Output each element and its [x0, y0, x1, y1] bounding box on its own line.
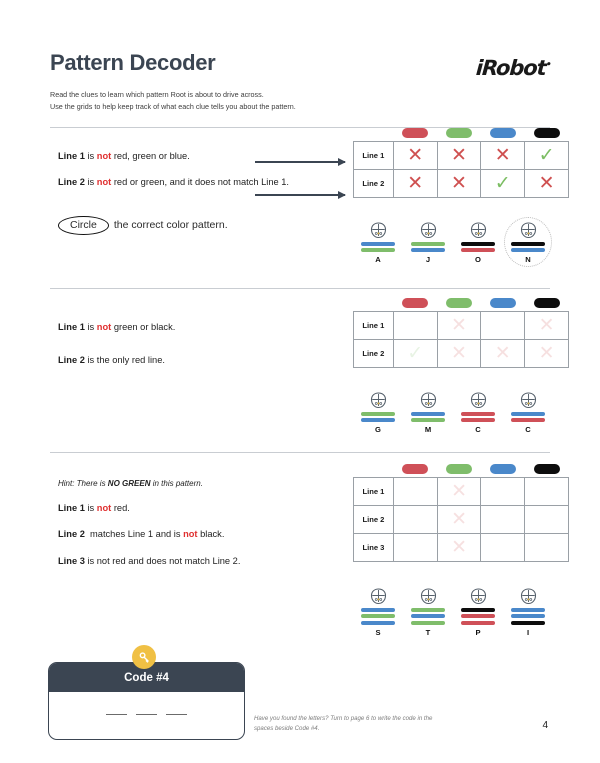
pattern-bar-blue: [411, 614, 445, 618]
circle-word: Circle: [58, 216, 109, 235]
color-swatch-black: [534, 298, 560, 308]
color-swatch-row: [393, 464, 569, 474]
grid-row-label: Line 2: [354, 506, 394, 534]
grid-cell[interactable]: [437, 142, 481, 170]
color-swatch-red: [402, 464, 428, 474]
root-robot-icon: [470, 588, 487, 605]
option-label: P: [475, 627, 481, 637]
root-robot-icon-wrap: [370, 392, 387, 409]
grid-cell[interactable]: [481, 170, 525, 198]
grid-cell[interactable]: [525, 142, 569, 170]
swatch-cell-blue: [481, 128, 525, 138]
clue-3-1: Line 1 is not red.: [58, 503, 130, 513]
pattern-bar-red: [511, 418, 545, 422]
root-robot-icon: [420, 588, 437, 605]
irobot-logo: [475, 56, 551, 80]
swatch-cell-green: [437, 464, 481, 474]
options-2: [353, 392, 553, 434]
root-robot-icon: [470, 392, 487, 409]
cross-mark: ✕: [451, 144, 467, 166]
pattern-option[interactable]: [503, 222, 553, 264]
color-swatch-row: [393, 128, 569, 138]
root-robot-icon-wrap: [370, 588, 387, 605]
grid-cell[interactable]: [525, 340, 569, 368]
cross-mark: ✕: [451, 536, 467, 558]
grid-cell[interactable]: [393, 534, 437, 562]
grid-cell[interactable]: [393, 312, 437, 340]
color-swatch-row: [393, 298, 569, 308]
pattern-option[interactable]: [503, 588, 553, 637]
options-1: [353, 222, 553, 264]
cross-mark: ✕: [538, 342, 555, 364]
pattern-option[interactable]: [453, 588, 503, 637]
clue-list-3: [58, 465, 328, 581]
grid-2: [353, 298, 569, 368]
root-robot-icon: [370, 222, 387, 239]
check-mark: ✓: [494, 172, 511, 194]
footnote: Have you found the letters? Turn to page 6 to write the code in the spaces beside Code #4.: [254, 715, 433, 733]
color-swatch-red: [402, 298, 428, 308]
logo-text: iRobot: [474, 56, 547, 80]
circle-instruction: [58, 216, 328, 235]
option-label: I: [526, 627, 530, 637]
pattern-option[interactable]: [353, 392, 403, 434]
clue-2-2: Line 2 is the only red line.: [58, 355, 165, 366]
code-blank[interactable]: [106, 714, 127, 715]
color-swatch-blue: [490, 128, 516, 138]
color-swatch-green: [446, 464, 472, 474]
pattern-bars: [411, 412, 445, 423]
grid-cell[interactable]: [437, 312, 481, 340]
color-swatch-blue: [490, 464, 516, 474]
pattern-bars: [461, 242, 495, 253]
root-robot-icon: [370, 392, 387, 409]
puzzle-section-1: [50, 140, 555, 288]
subtitle-line-1: Read the clues to learn which pattern Root is about to drive across.: [50, 90, 264, 99]
clue-list-1: [58, 140, 328, 235]
grid-cell[interactable]: [393, 478, 437, 506]
grid-cell[interactable]: [525, 312, 569, 340]
key-icon: [132, 645, 156, 669]
clue-2-1: Line 1 is not green or black.: [58, 322, 176, 332]
pattern-bar-blue: [361, 418, 395, 422]
cross-mark: ✕: [407, 172, 424, 194]
option-label: G: [375, 425, 381, 434]
grid-cell[interactable]: [437, 534, 481, 562]
code-blanks[interactable]: [49, 714, 244, 715]
grid-row: [354, 340, 569, 368]
pattern-bar-red: [461, 614, 495, 618]
pattern-bars: [361, 608, 395, 625]
grid-cell[interactable]: [437, 340, 481, 368]
cross-mark: ✕: [494, 342, 511, 364]
pattern-bar-blue: [511, 608, 545, 612]
color-swatch-black: [534, 464, 560, 474]
root-robot-icon: [470, 222, 487, 239]
option-label: O: [475, 255, 481, 264]
grid-row-label: Line 1: [354, 478, 394, 506]
swatch-cell-red: [393, 128, 437, 138]
pattern-option[interactable]: [403, 588, 453, 637]
root-robot-icon-wrap: [370, 222, 387, 239]
key-glyph: [138, 651, 151, 664]
pattern-bar-red: [461, 418, 495, 422]
option-label: C: [475, 425, 481, 434]
grid-cell[interactable]: [437, 506, 481, 534]
cross-mark: ✕: [451, 508, 467, 530]
grid-cell[interactable]: [481, 478, 525, 506]
swatch-cell-green: [437, 298, 481, 308]
root-robot-icon: [420, 392, 437, 409]
root-robot-icon: [520, 392, 537, 409]
root-robot-icon: [370, 588, 387, 605]
color-swatch-blue: [490, 298, 516, 308]
pattern-bar-red: [461, 621, 495, 625]
cross-mark: ✕: [494, 144, 511, 166]
grid-row-label: Line 1: [354, 142, 394, 170]
logo-dot: •: [545, 60, 551, 70]
arrow-clue-1: [255, 161, 345, 163]
grid-cell[interactable]: [393, 340, 437, 368]
clue-3-2: Line 2 matches Line 1 and is not black.: [58, 529, 225, 540]
root-robot-icon-wrap: [420, 588, 437, 605]
cross-mark: ✕: [451, 342, 467, 364]
pattern-bar-green: [361, 614, 395, 618]
cross-mark: ✕: [451, 480, 467, 502]
swatch-cell-red: [393, 298, 437, 308]
pattern-bar-blue: [361, 242, 395, 246]
option-label: C: [525, 425, 531, 434]
grid-cell[interactable]: [437, 170, 481, 198]
pattern-option[interactable]: [503, 392, 553, 434]
pattern-bar-green: [411, 418, 445, 422]
pattern-bars: [361, 242, 395, 253]
pattern-bar-green: [361, 412, 395, 416]
option-label: N: [525, 255, 531, 264]
root-robot-icon: [420, 222, 437, 239]
pattern-bar-green: [411, 621, 445, 625]
clue-1-2: Line 2 is not red or green, and it does not match Line 1.: [58, 177, 290, 188]
pattern-bar-blue: [361, 608, 395, 612]
clue-list-2: [58, 305, 328, 381]
pattern-bar-black: [461, 242, 495, 246]
clue-grid: [353, 311, 569, 368]
pattern-bar-blue: [511, 412, 545, 416]
pattern-option[interactable]: [453, 222, 503, 264]
grid-cell[interactable]: [393, 170, 437, 198]
pattern-bars: [461, 608, 495, 625]
pattern-bar-green: [361, 248, 395, 252]
grid-3: [353, 464, 569, 562]
pattern-option[interactable]: [353, 588, 403, 637]
page-title: Pattern Decoder: [50, 50, 216, 75]
root-robot-icon-wrap: [520, 222, 537, 239]
grid-1: [353, 128, 569, 198]
root-robot-icon-wrap: [470, 588, 487, 605]
grid-cell[interactable]: [481, 340, 525, 368]
grid-cell[interactable]: [525, 534, 569, 562]
page-header: [50, 50, 550, 113]
color-swatch-green: [446, 128, 472, 138]
pattern-bar-red: [461, 248, 495, 252]
clue-1-1: Line 1 is not red, green or blue.: [58, 151, 190, 161]
cross-mark: ✕: [538, 314, 555, 336]
option-label: A: [375, 255, 381, 264]
swatch-cell-blue: [481, 298, 525, 308]
puzzle-section-3: [50, 465, 550, 660]
option-label: S: [375, 627, 381, 637]
pattern-bar-green: [411, 608, 445, 612]
option-label: T: [425, 627, 431, 637]
pattern-bars: [361, 412, 395, 423]
pattern-option[interactable]: [403, 392, 453, 434]
option-label: M: [424, 425, 432, 434]
grid-row: [354, 478, 569, 506]
color-swatch-black: [534, 128, 560, 138]
grid-cell[interactable]: [437, 478, 481, 506]
circle-instruction-rest: the correct color pattern.: [113, 219, 228, 232]
pattern-bar-blue: [511, 614, 545, 618]
puzzle-section-2: [50, 305, 555, 455]
cross-mark: ✕: [538, 172, 555, 194]
pattern-bars: [411, 242, 445, 253]
root-robot-icon-wrap: [420, 392, 437, 409]
color-swatch-green: [446, 298, 472, 308]
options-3: [353, 588, 553, 637]
pattern-bar-green: [411, 242, 445, 246]
grid-cell[interactable]: [525, 170, 569, 198]
swatch-cell-black: [525, 464, 569, 474]
pattern-bar-blue: [411, 412, 445, 416]
code-blank[interactable]: [166, 714, 187, 715]
root-robot-icon-wrap: [420, 222, 437, 239]
code-box: [48, 662, 245, 740]
pattern-bars: [511, 608, 545, 625]
root-robot-icon: [520, 588, 537, 605]
code-box-title: Code #4: [49, 663, 244, 692]
cross-mark: ✕: [407, 144, 424, 166]
grid-cell[interactable]: [525, 478, 569, 506]
root-robot-icon: [520, 222, 537, 239]
grid-cell[interactable]: [393, 142, 437, 170]
cross-mark: ✕: [451, 314, 467, 336]
swatch-cell-green: [437, 128, 481, 138]
root-robot-icon-wrap: [520, 392, 537, 409]
swatch-cell-black: [525, 128, 569, 138]
color-swatch-red: [402, 128, 428, 138]
grid-row-label: Line 2: [354, 170, 394, 198]
page-number: 4: [542, 720, 548, 731]
grid-row-label: Line 1: [354, 312, 394, 340]
divider-1: [50, 288, 550, 289]
pattern-bar-black: [511, 621, 545, 625]
swatch-cell-black: [525, 298, 569, 308]
page-subtitle: [50, 89, 550, 113]
option-label: J: [425, 255, 431, 264]
pattern-bars: [461, 412, 495, 423]
cross-mark: ✕: [451, 172, 467, 194]
pattern-bar-blue: [361, 621, 395, 625]
grid-row-label: Line 3: [354, 534, 394, 562]
hint-3: Hint: There is NO GREEN in this pattern.: [58, 479, 203, 488]
grid-row: [354, 170, 569, 198]
pattern-bars: [511, 412, 545, 423]
grid-cell[interactable]: [525, 506, 569, 534]
subtitle-line-2: Use the grids to help keep track of what each clue tells you about the pattern.: [50, 101, 296, 111]
root-robot-icon-wrap: [470, 392, 487, 409]
clue-3-3: Line 3 is not red and does not match Line 2.: [58, 555, 241, 566]
pattern-option[interactable]: [453, 392, 503, 434]
check-mark: ✓: [407, 342, 424, 364]
pattern-bar-black: [461, 608, 495, 612]
code-blank[interactable]: [136, 714, 157, 715]
grid-row: [354, 534, 569, 562]
pattern-option[interactable]: [403, 222, 453, 264]
swatch-cell-red: [393, 464, 437, 474]
pattern-bar-red: [461, 412, 495, 416]
grid-cell[interactable]: [481, 312, 525, 340]
grid-row-label: Line 2: [354, 340, 394, 368]
arrow-clue-2: [255, 194, 345, 196]
pattern-option[interactable]: [353, 222, 403, 264]
grid-row: [354, 506, 569, 534]
check-mark: ✓: [538, 144, 555, 166]
pattern-bar-blue: [411, 248, 445, 252]
clue-grid: [353, 477, 569, 562]
grid-cell[interactable]: [481, 534, 525, 562]
grid-row: [354, 312, 569, 340]
swatch-cell-blue: [481, 464, 525, 474]
grid-row: [354, 142, 569, 170]
root-robot-icon-wrap: [520, 588, 537, 605]
pattern-bars: [411, 608, 445, 625]
grid-cell[interactable]: [393, 506, 437, 534]
grid-cell[interactable]: [481, 142, 525, 170]
grid-cell[interactable]: [481, 506, 525, 534]
root-robot-icon-wrap: [470, 222, 487, 239]
clue-grid: [353, 141, 569, 198]
